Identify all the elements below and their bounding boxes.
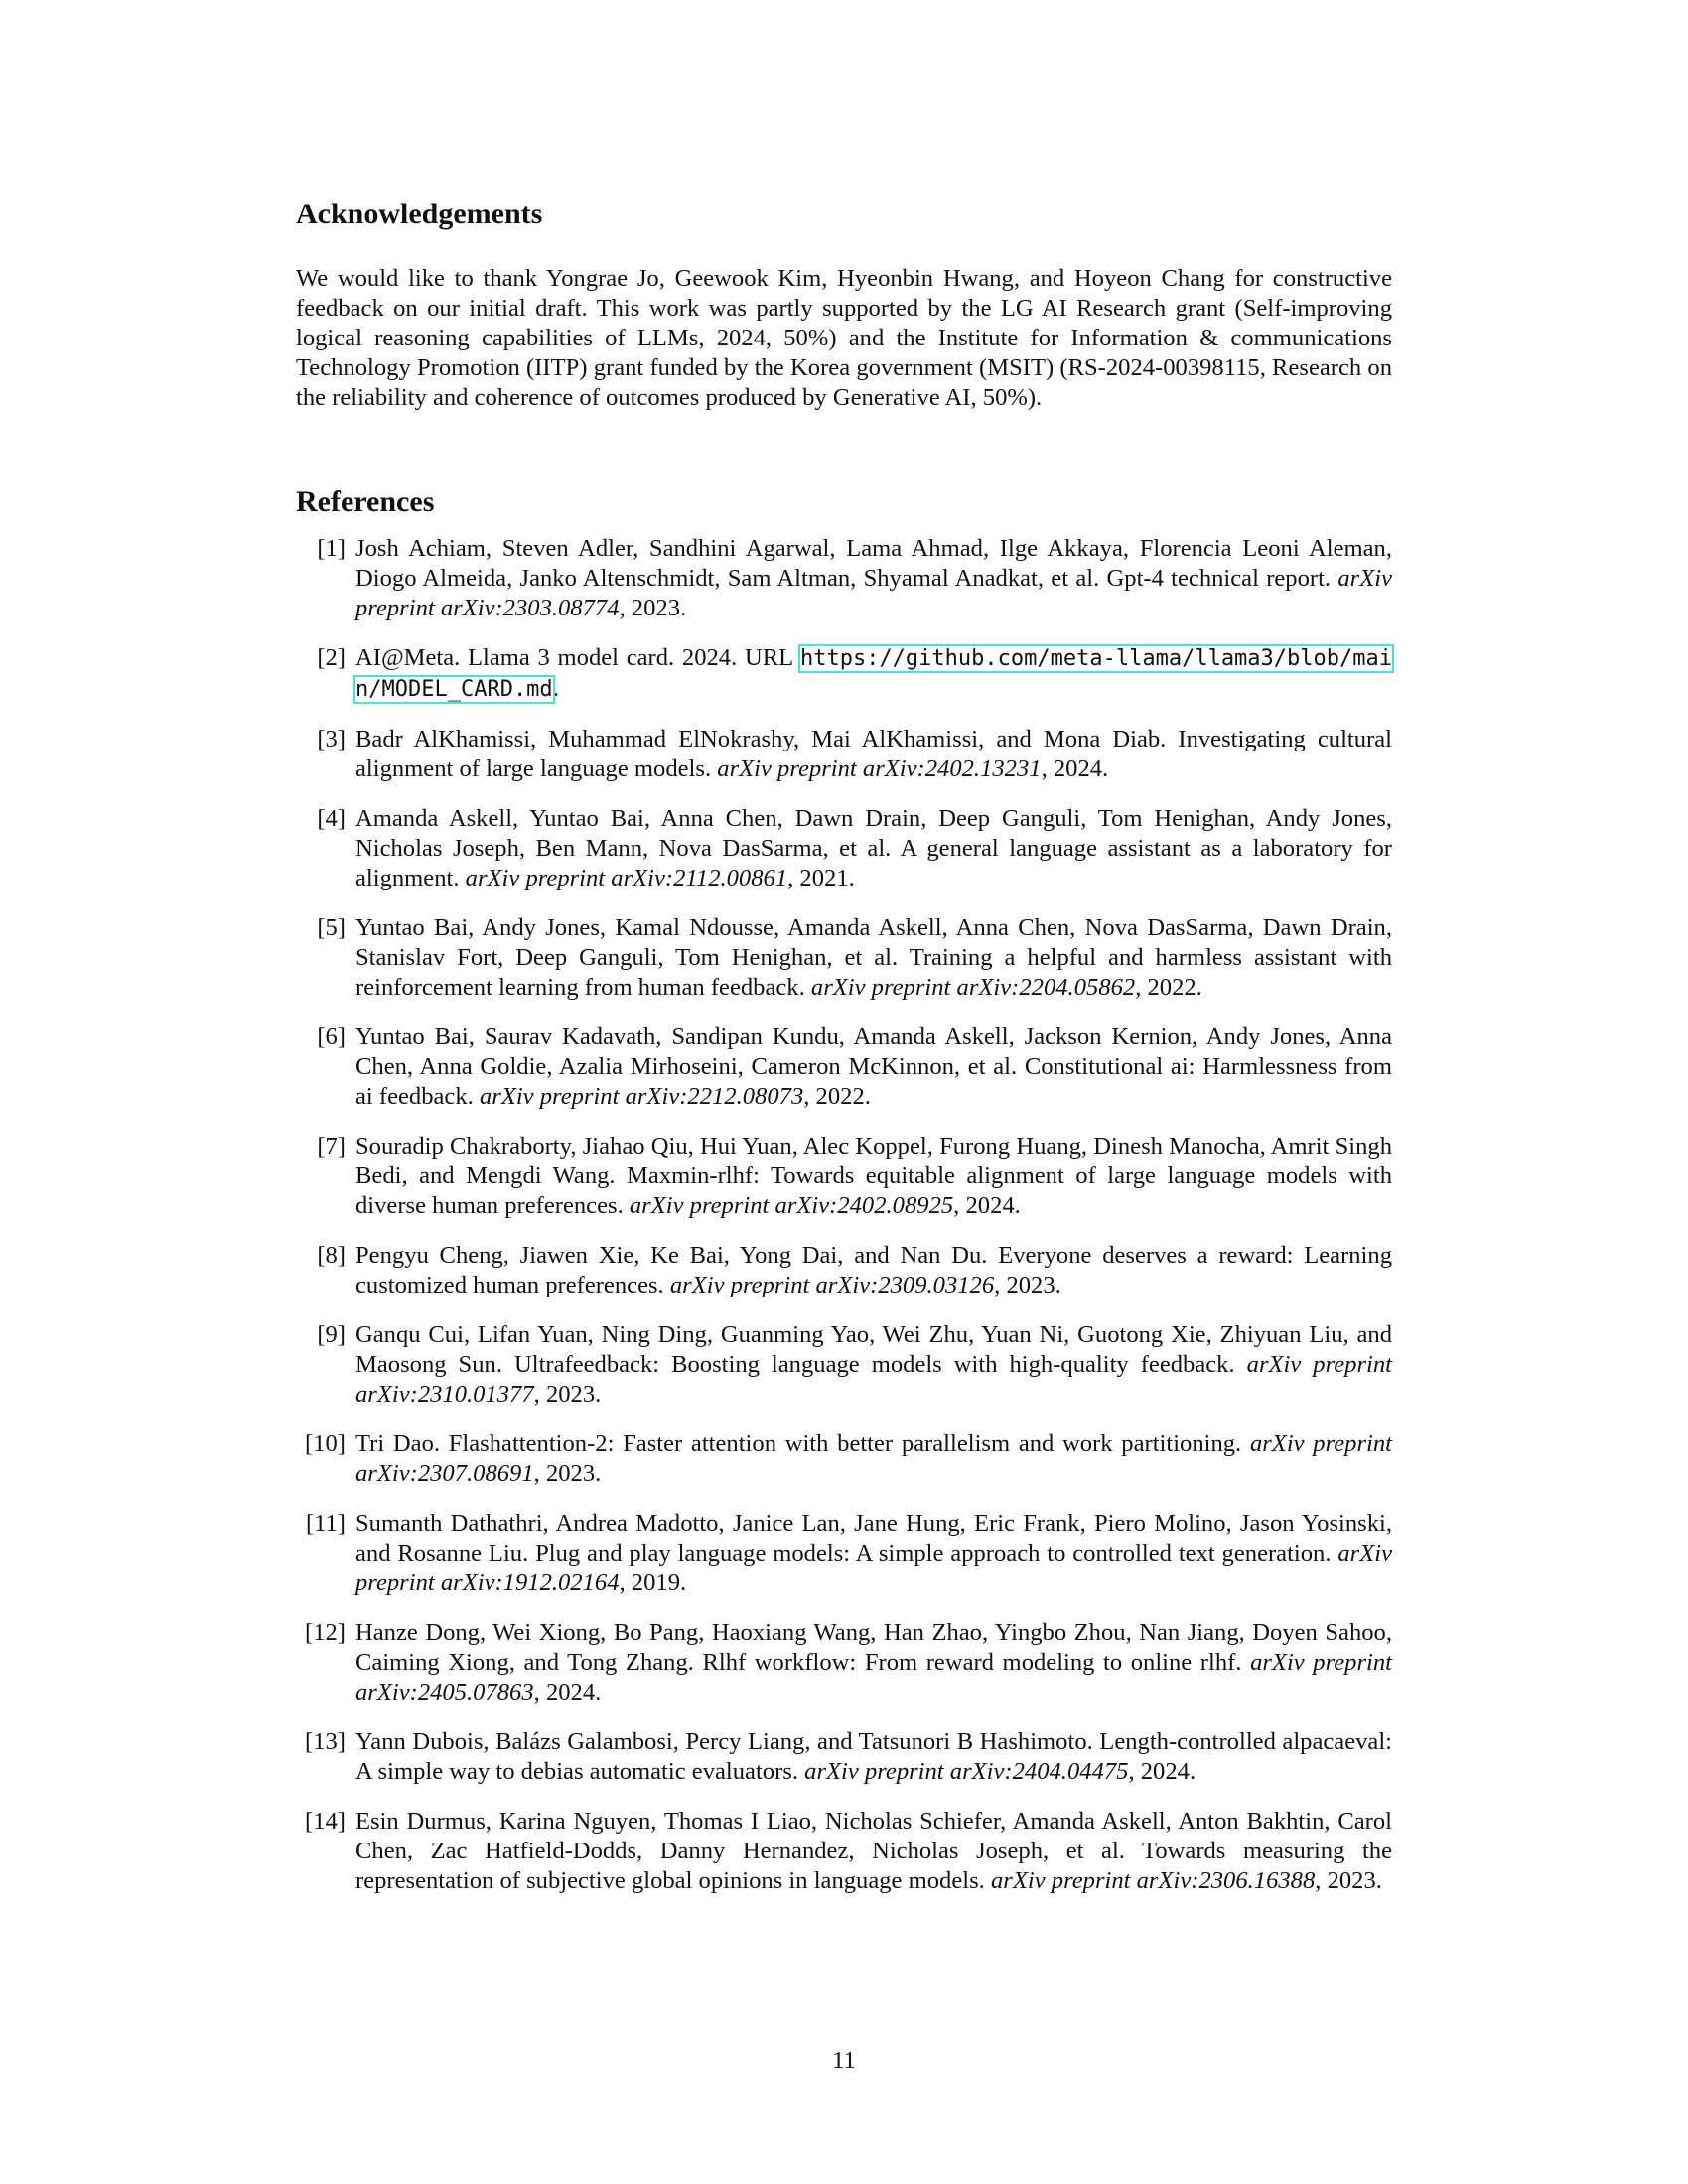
reference-venue: arXiv preprint arXiv:2402.13231 [717,755,1042,782]
reference-text [355,1618,1392,1707]
reference-year: , 2022. [803,1083,871,1110]
reference-year: , 2022. [1135,974,1202,1001]
reference-year: , 2024. [533,1679,602,1706]
reference-venue: arXiv preprint arXiv:2307.08691 [355,1431,1392,1487]
reference-venue: arXiv preprint arXiv:2306.16388 [990,1867,1316,1894]
reference-item [296,1023,1392,1112]
reference-venue: arXiv preprint arXiv:2309.03126 [669,1272,995,1298]
reference-item [296,1320,1392,1410]
reference-venue: arXiv preprint arXiv:1912.02164 [355,1540,1392,1596]
reference-venue: arXiv preprint arXiv:2212.08073 [479,1083,804,1110]
reference-authors-title: Yann Dubois, Balázs Galambosi, Percy Liang, and Tatsunori B Hashimoto. Length-controlled alpacaeval: A simple way to debias automatic evaluators. [355,1728,1392,1785]
reference-authors-title: Ganqu Cui, Lifan Yuan, Ning Ding, Guanming Yao, Wei Zhu, Yuan Ni, Guotong Xie, Zhiyuan Liu, and Maosong Sun. Ultrafeedback: Boosting language models with high-quality feedback. [355,1321,1392,1378]
reference-item [296,913,1392,1003]
reference-number: [14] [305,1808,346,1835]
reference-authors-title: Tri Dao. Flashattention-2: Faster attention with better parallelism and work partitioning. [355,1431,1242,1457]
reference-number: [9] [317,1321,346,1348]
reference-year: , 2023. [533,1460,602,1487]
references-list [296,534,1392,1916]
reference-number: [3] [317,726,346,752]
reference-year: , 2023. [1315,1867,1382,1894]
reference-text [355,725,1392,784]
reference-authors-title: AI@Meta. Llama 3 model card. 2024. URL [355,644,793,671]
reference-item [296,1618,1392,1707]
reference-number: [12] [305,1619,346,1646]
reference-year: , 2024. [953,1192,1021,1219]
reference-item [296,1132,1392,1221]
reference-item [296,1241,1392,1300]
reference-item [296,534,1392,623]
reference-authors-title: Hanze Dong, Wei Xiong, Bo Pang, Haoxiang Wang, Han Zhao, Yingbo Zhou, Nan Jiang, Doyen Sahoo, Caiming Xiong, and Tong Zhang. Rlhf workflow: From reward modeling to online rlhf. [355,1619,1392,1676]
reference-text [355,1132,1392,1221]
reference-text [355,643,1392,705]
reference-text [355,1430,1392,1489]
reference-item [296,1807,1392,1896]
references-heading: References [296,485,435,518]
reference-text [355,1320,1392,1410]
reference-year: , 2023. [619,595,687,621]
reference-authors-title: Pengyu Cheng, Jiawen Xie, Ke Bai, Yong Dai, and Nan Du. Everyone deserves a reward: Learning customized human preferences. [355,1242,1392,1298]
reference-item [296,1727,1392,1787]
reference-venue: arXiv preprint arXiv:2112.00861 [465,865,788,891]
reference-authors-title: Amanda Askell, Yuntao Bai, Anna Chen, Dawn Drain, Deep Ganguli, Tom Henighan, Andy Jones, Nicholas Joseph, Ben Mann, Nova DasSarma, et al. A general language assistant as a laboratory for alignment. [355,805,1392,891]
reference-text [355,1023,1392,1112]
reference-text [355,804,1392,893]
reference-text [355,1807,1392,1896]
reference-venue: arXiv preprint arXiv:2402.08925 [629,1192,954,1219]
reference-year: . [552,675,559,702]
reference-number: [6] [317,1024,346,1050]
reference-text [355,534,1392,623]
acknowledgements-heading: Acknowledgements [296,198,543,230]
page-number: 11 [832,2047,856,2074]
reference-authors-title: Badr AlKhamissi, Muhammad ElNokrashy, Mai AlKhamissi, and Mona Diab. Investigating cultural alignment of large language models. [355,726,1392,782]
reference-item [296,1430,1392,1489]
reference-item [296,804,1392,893]
reference-number: [4] [317,805,346,832]
reference-number: [10] [305,1431,346,1457]
reference-text [355,1241,1392,1300]
reference-year: , 2024. [1128,1758,1196,1785]
reference-venue: arXiv preprint arXiv:2204.05862 [810,974,1136,1001]
reference-year: , 2019. [619,1570,687,1596]
reference-number: [7] [317,1133,346,1160]
reference-item [296,725,1392,784]
reference-number: [8] [317,1242,346,1269]
reference-year: , 2023. [533,1381,602,1408]
reference-text [355,1727,1392,1787]
reference-venue: arXiv preprint arXiv:2405.07863 [355,1649,1392,1706]
reference-item [296,1509,1392,1598]
reference-authors-title: Yuntao Bai, Saurav Kadavath, Sandipan Kundu, Amanda Askell, Jackson Kernion, Andy Jones, Anna Chen, Anna Goldie, Azalia Mirhoseini, Cameron McKinnon, et al. Constitutional ai: Harmlessness from ai feedback. [355,1024,1392,1110]
reference-authors-title: Souradip Chakraborty, Jiahao Qiu, Hui Yuan, Alec Koppel, Furong Huang, Dinesh Manocha, Amrit Singh Bedi, and Mengdi Wang. Maxmin-rlhf: Towards equitable alignment of large language models with diverse human preferences. [355,1133,1392,1219]
paper-page [296,0,1392,2184]
acknowledgements-body: We would like to thank Yongrae Jo, Geewook Kim, Hyeonbin Hwang, and Hoyeon Chang for constructive feedback on our initial draft. This work was partly supported by the LG AI Research grant (Self-improving logical reasoning capabilities of LLMs, 2024, 50%) and the Institute for Information & communications Technology Promotion (IITP) grant funded by the Korea government (MSIT) (RS-2024-00398115, Research on the reliability and coherence of outcomes produced by Generative AI, 50%). [296,265,1392,411]
reference-venue: arXiv preprint arXiv:2404.04475 [804,1758,1129,1785]
reference-year: , 2024. [1041,755,1109,782]
reference-authors-title: Sumanth Dathathri, Andrea Madotto, Janice Lan, Jane Hung, Eric Frank, Piero Molino, Jason Yosinski, and Rosanne Liu. Plug and play language models: A simple approach to controlled text generation. [355,1510,1392,1567]
reference-text [355,1509,1392,1598]
reference-url-link[interactable]: https://github.com/meta-llama/llama3/blob/main/MODEL_CARD.md [355,646,1392,702]
reference-venue: arXiv preprint arXiv:2303.08774 [355,565,1392,621]
reference-text [355,913,1392,1003]
reference-authors-title: Esin Durmus, Karina Nguyen, Thomas I Liao, Nicholas Schiefer, Amanda Askell, Anton Bakhtin, Carol Chen, Zac Hatfield-Dodds, Danny Hernandez, Nicholas Joseph, et al. Towards measuring the representation of subjective global opinions in language models. [355,1808,1392,1894]
reference-number: [1] [317,535,346,562]
reference-number: [13] [305,1728,346,1755]
reference-authors-title: Yuntao Bai, Andy Jones, Kamal Ndousse, Amanda Askell, Anna Chen, Nova DasSarma, Dawn Drain, Stanislav Fort, Deep Ganguli, Tom Henighan, et al. Training a helpful and harmless assistant with reinforcement learning from human feedback. [355,914,1392,1001]
reference-number: [11] [305,1510,346,1537]
reference-number: [2] [317,644,346,671]
reference-number: [5] [317,914,346,941]
reference-authors-title: Josh Achiam, Steven Adler, Sandhini Agarwal, Lama Ahmad, Ilge Akkaya, Florencia Leoni Aleman, Diogo Almeida, Janko Altenschmidt, Sam Altman, Shyamal Anadkat, et al. Gpt-4 technical report. [355,535,1392,592]
reference-year: , 2023. [994,1272,1061,1298]
reference-venue: arXiv preprint arXiv:2310.01377 [355,1351,1392,1408]
reference-year: , 2021. [787,865,855,891]
reference-item [296,643,1392,705]
